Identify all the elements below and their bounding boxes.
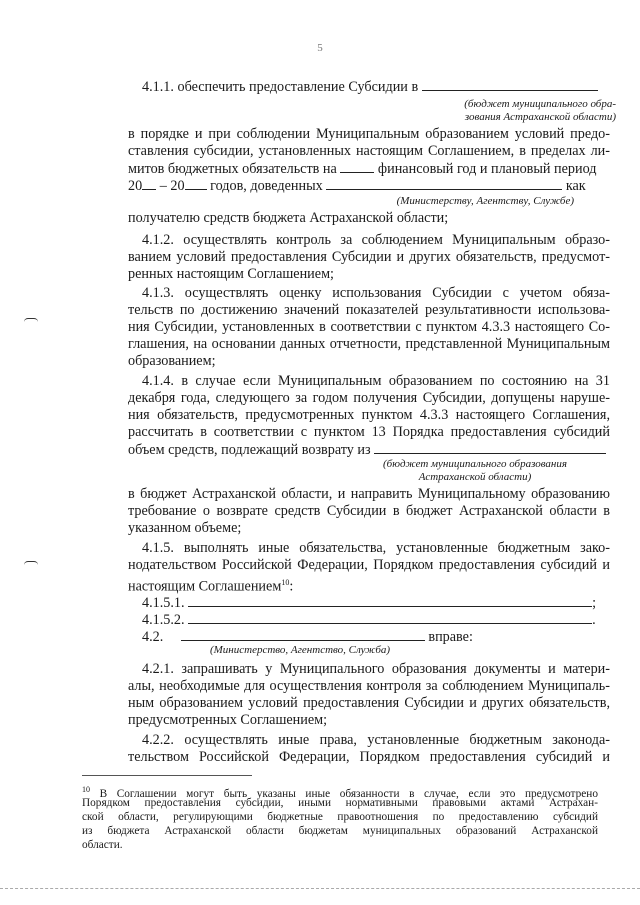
text-line: 4.1.5. выполнять иные обязательства, установленные бюджетным зако- (142, 540, 610, 556)
text-line: 4.1.4. в случае если Муниципальным образованием по состоянию на 31 (142, 373, 610, 389)
footnote-ref: 10 (281, 578, 290, 587)
text-line: ванием условий предоставления Субсидии и других обязательств, предусмот- (128, 249, 610, 265)
text-line: 4.1.3. осуществлять оценку использования Субсидии с учетом обяза- (142, 285, 610, 301)
text-line: 20 – 20 годов, доведенных как (128, 178, 586, 194)
text-line: предусмотренных Соглашением; (128, 712, 328, 728)
text-line: настоящим Соглашением$^{10}$: (128, 578, 294, 595)
text-line: рассчитать в соответствии с пунктом 13 Порядка предоставления субсидий (128, 424, 610, 440)
field-note: (бюджет муниципального образования (383, 458, 567, 470)
field-note: Астраханской области) (418, 471, 532, 483)
fill-blank (185, 177, 207, 190)
field-note: зования Астраханской области) (464, 111, 616, 123)
footnote-number: 10 (82, 785, 90, 794)
text-line: в бюджет Астраханской области, и направить Муниципальному образованию (128, 486, 610, 502)
text-line: 4.2.2. осуществлять иные права, установленные бюджетным законода- (142, 732, 610, 748)
field-note: (бюджет муниципального обра- (464, 98, 616, 110)
fill-blank (188, 611, 592, 624)
text-line: ния обязательств, предусмотренных пунктом 4.3.3 настоящего Соглашения, (128, 407, 610, 423)
footnote-line: Порядком предоставления субсидии, иными нормативными правовыми актами Астрахан- (82, 797, 598, 809)
text-line: нодательством Российской Федерации, Порядком предоставления субсидий и (128, 557, 610, 573)
text-line: тельством Российской Федерации, Порядком предоставления субсидий и (128, 749, 610, 765)
text-line: получателю средств бюджета Астраханской области; (128, 210, 449, 226)
fill-blank (142, 177, 156, 190)
footnote-line: из бюджета Астраханской области бюджетам муниципальных образований Астраханской (82, 825, 598, 837)
fill-blank (188, 594, 592, 607)
footnote-line: ской области, регулирующими бюджетные правоотношения по предоставлению субсидий (82, 811, 598, 823)
text-line: в порядке и при соблюдении Муниципальным образованием условий предо- (128, 126, 610, 142)
text-line: ным образованием условий предоставления Субсидии и других обязательств, (128, 695, 610, 711)
text-line: 4.1.1. обеспечить предоставление Субсидии в (142, 78, 608, 96)
text-line: 4.1.5.2. . (142, 612, 596, 628)
fill-blank (340, 160, 374, 173)
fill-blank (422, 78, 598, 91)
text-line: тельств по достижению значений показателей результативности использова- (128, 302, 610, 318)
fill-blank (181, 628, 425, 641)
text-line: ренных настоящим Соглашением; (128, 266, 334, 282)
field-note: (Министерству, Агентству, Службе) (396, 195, 574, 207)
text-line: митов бюджетных обязательств на финансовый год и плановый период (128, 161, 597, 177)
footnote-line: области. (82, 839, 123, 851)
scan-edge (0, 888, 640, 890)
text-line: 4.1.2. осуществлять контроль за соблюдением Муниципальным образо- (142, 232, 610, 248)
text-line: 4.2.1. запрашивать у Муниципального образования документы и матери- (142, 661, 610, 677)
text-line: требование о возврате средств Субсидии в бюджет Астраханской области в (128, 503, 610, 519)
text-line: указанном объеме; (128, 520, 242, 536)
footnote-line: $^{10}$ В Соглашении могут быть указаны иные обязанности в случае, если это предусмотрено (82, 785, 598, 800)
footnote-separator (82, 775, 252, 776)
field-note: (Министерство, Агентство, Служба) (209, 644, 391, 656)
text-line: объем средств, подлежащий возврату из (128, 441, 608, 459)
text-line: декабря года, следующего за годом получения Субсидии, допущены наруше- (128, 390, 610, 406)
text-line: 4.2. вправе: (142, 629, 473, 645)
fill-blank (326, 177, 562, 190)
text-line: 4.1.5.1. ; (142, 595, 597, 611)
text-line: глашения, на основании данных отчетности, представленной Муниципальным (128, 336, 610, 352)
text-line: ставления субсидии, установленных настоящим Соглашением, в пределах ли- (128, 143, 610, 159)
text-line: алы, необходимые для осуществления контроля за соблюдением Муниципаль- (128, 678, 610, 694)
text-line: ния Субсидии, установленных в соответствии с пунктом 4.3.3 настоящего Со- (128, 319, 610, 335)
text-line: образованием; (128, 353, 216, 369)
punch-mark (24, 561, 38, 565)
punch-mark (24, 318, 38, 322)
page-number: 5 (317, 42, 323, 54)
fill-blank (374, 441, 606, 454)
